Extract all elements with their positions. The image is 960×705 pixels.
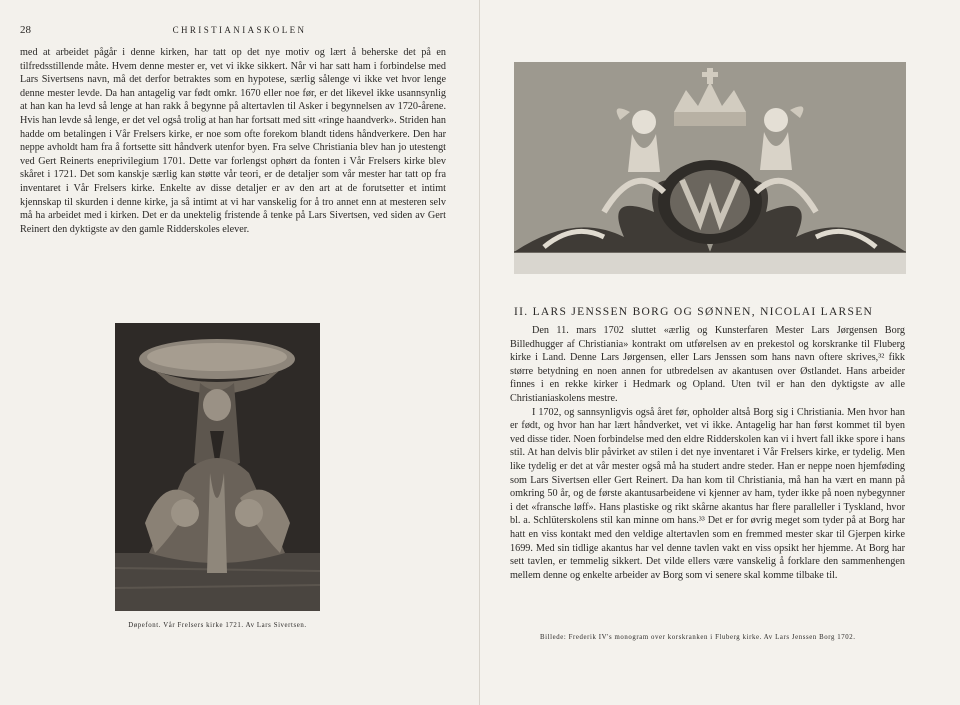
running-header xyxy=(20,24,459,40)
paragraph-2: I 1702, og sannsynligvis også året før, opholder altså Borg sig i Christiania. Men hvor han er født, og hvor han har lært håndverket, vet vi ikke. Antagelig har han først kommet til byen ved disse tider. Noen forbindelse med den eldre Ridderskolen kan vi i hvert fall ikke spore i hans stil. At han delvis blir påvirket av stilen i det nye inventaret i Vår Frelsers kirke, er tydelig. Men like tydelig er det at vår mester også må ha studert andre steder. Han er neppe noen hjemføding som Lars Sivertsen eller Gert Reinert. Da han kom til Christiania, må han ha vært en mann på omkring 50 år, og de første akantusarbeidene vi kjenner av ham, tyder ikke på noen nybegynner i det «fransche løff». Hans plastiske og rikt skårne akantus har flere paralleller i Tyskland, hvor bl. a. Schlüterskolens stil kan minne om hans.³³ Det er for øvrig meget som tyder på at Borg har hatt en viss kontakt med den veldige altertavlen som en fremmed mester skar til Gjerpen kirke 1699. Med sin tidlige akantus har vel denne tavlen vakt en viss opsikt her hjemme. At Borg har sett tavlen, er temmelig sikkert. Det vilde ellers være vanskelig å forklare den sammenhengen mellem denne og enkelte arbeider av Borg som vi senere skal komme tilbake til. xyxy=(510,406,905,581)
crowned-monogram-icon xyxy=(514,62,906,274)
font-caption: Døpefont. Vår Frelsers kirke 1721. Av Lars Sivertsen. xyxy=(128,622,307,629)
monogram-caption: Billede: Frederik IV's monogram over korskranken i Fluberg kirke. Av Lars Jenssen Borg 1702. xyxy=(540,634,856,641)
right-body-text xyxy=(510,324,905,582)
carved-font-icon xyxy=(115,323,320,611)
right-page xyxy=(480,0,960,705)
running-title: CHRISTIANIASKOLEN xyxy=(172,25,307,35)
monogram-photo xyxy=(514,62,906,274)
left-body-text: med at arbeidet pågår i denne kirken, har tatt op det nye motiv og lært å beherske det på en tilfredsstillende måte. Hvem denne mester er, vet vi ikke sikkert. Når vi har satt ham i forbindelse med Lars Sivertsens navn, må det derfor betraktes som en hypotese, særlig sålenge vi ikke vet hvor lenge denne mester levde. Da han antagelig var født omkr. 1670 eller noe før, er det likevel ikke usannsynlig at han kan ha levd så lenge at han rakk å begynne på altertavlen til Asker i begynnelsen av 1720-årene. Hvis han levde så lenge, er det vel også trolig at han har fortsatt med sitt «ringe haandverk». Striden han hadde om betalingen i Vår Frelsers kirke, er noe som ofte forekom blandt tidens håndverkere. Den har neppe avholdt ham fra å fortsette sitt håndverk utenfor byen. Fra selve Christiania blev han jo utestengt ved Gert Reinerts eneprivilegium 1701. Dette var forlengst ophørt da fonten i Vår Frelsers kirke blev skåret i 1721. Det som kanskje særlig kan støtte vår teori, er de detaljer som vår mester har tatt op fra inventaret i Vår Frelsers kirke. Enkelte av disse detaljer er av den art at de forutsetter et intimt kjennskap til skurden i denne kirke, ja så intimt at vi har vanskelig for å tro annet enn at mesteren selv må ha arbeidet med i kirken. Det er da unektelig fristende å tenke på Lars Sivertsen, ved siden av Gert Reinert den dyktigste av den gamle Ridderskoles elever. xyxy=(20,47,446,235)
page-number: 28 xyxy=(20,24,31,36)
paragraph-1: Den 11. mars 1702 sluttet «ærlig og Kunsterfaren Mester Lars Jørgensen Borg Billedhugger af Christiania» kontrakt om utførelsen av en prekestol og korskranke til Fluberg kirke i Land. Denne Lars Jørgensen, eller Lars Jenssen som hans navn oftere skrives,³² fikk større betydning en noen annen for utbredelsen av akantusen over Østlandet. Hans arbeider finnes i en rekke kirker i Hedmark og Opland. Uten tvil er han den dyktigste av alle Christianiaskolens mestre. xyxy=(510,325,905,404)
baptismal-font-photo xyxy=(115,323,320,611)
section-heading: II. LARS JENSSEN BORG OG SØNNEN, NICOLAI LARSEN xyxy=(514,306,874,318)
